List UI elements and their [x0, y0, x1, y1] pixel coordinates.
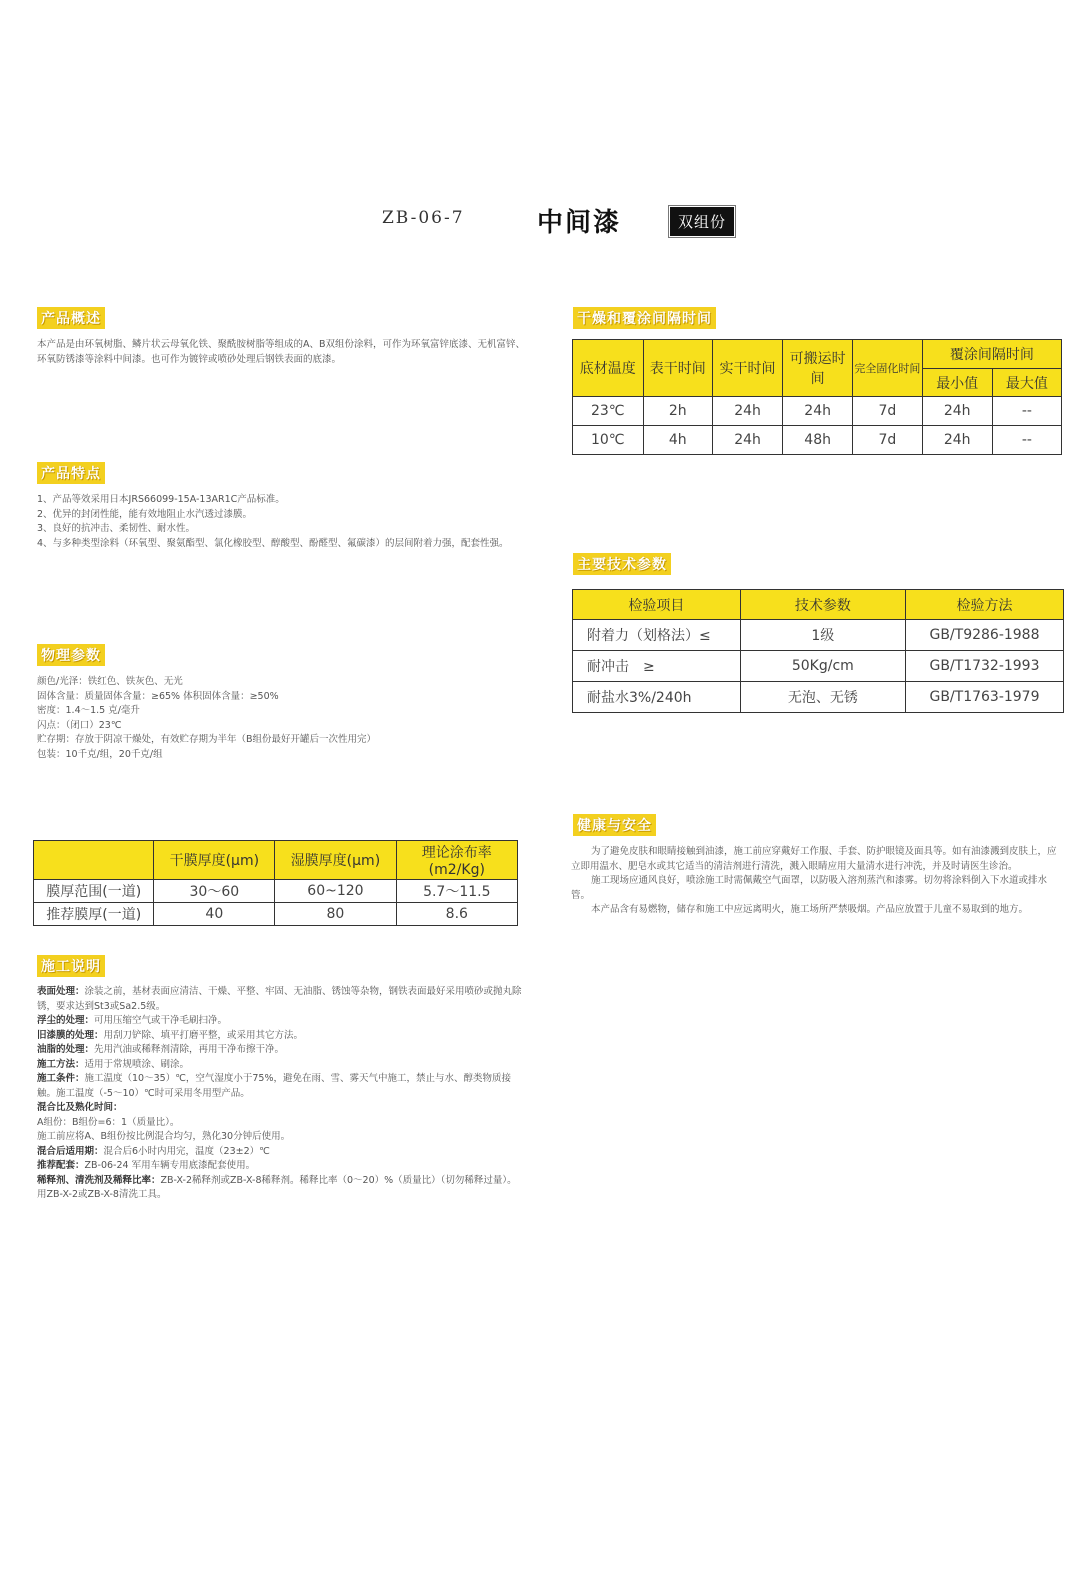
table-cell: -- [992, 426, 1061, 455]
construction-item: 混合后适用期：混合后6小时内用完，温度（23±2）℃ [37, 1145, 270, 1157]
table-cell: 2h [643, 397, 712, 426]
physical-line: 密度：1.4～1.5 克/毫升 [37, 705, 140, 716]
table-cell: 80 [275, 903, 396, 926]
table-cell: GB/T1763-1979 [905, 682, 1063, 713]
table-cell: 10℃ [573, 426, 644, 455]
physical-line: 闪点：（闭口）23℃ [37, 719, 122, 731]
table-cell: 60~120 [275, 880, 396, 903]
table-cell: 40 [154, 903, 275, 926]
construction-item: 混合比及熟化时间： [37, 1102, 123, 1113]
construction-list [37, 985, 525, 1203]
drying-header-cell: 完全固化时间 [853, 340, 922, 397]
table-row [34, 903, 518, 926]
construction-item: 施工方法：适用于常规喷涂、刷涂。 [37, 1058, 190, 1070]
construction-item: 施工条件：施工温度（10～35）℃，空气湿度小于75%，避免在雨、雪、雾天气中施工，禁止与水、醇类物质接触。施工温度（-5～10）℃时可采用冬用型产品。 [37, 1073, 511, 1099]
table-cell: 无泡、无锈 [740, 682, 905, 713]
film-header-cell [34, 841, 154, 880]
overview-text: 本产品是由环氧树脂、鳞片状云母氧化铁、聚酰胺树脂等组成的A、B双组份涂料，可作为环氧富锌底漆、无机富锌、环氧防锈漆等涂料中间漆。也可作为镀锌或喷砂处理后钢铁表面的底漆。 [37, 339, 526, 365]
drying-header-cell: 可搬运时间 [783, 340, 853, 397]
construction-heading: 施工说明 [37, 955, 105, 977]
table-cell: GB/T9286-1988 [905, 620, 1063, 651]
film-header-cell: 干膜厚度(μm) [154, 841, 275, 880]
drying-heading: 干燥和覆涂间隔时间 [573, 307, 716, 329]
table-cell: 24h [713, 397, 783, 426]
table-row [573, 426, 1062, 455]
table-row [573, 397, 1062, 426]
table-row [34, 880, 518, 903]
table-cell: 4h [643, 426, 712, 455]
table-cell: GB/T1732-1993 [905, 651, 1063, 682]
physical-line: 固体含量：质量固体含量：≥65% 体积固体含量：≥50% [37, 690, 279, 702]
table-cell: 5.7～11.5 [396, 880, 517, 903]
table-row [573, 620, 1064, 651]
film-header-cell: 理论涂布率(m2/Kg) [396, 841, 517, 880]
table-cell: 23℃ [573, 397, 644, 426]
table-cell: 7d [853, 426, 922, 455]
table-cell: 24h [713, 426, 783, 455]
tech-header-cell: 检验项目 [573, 590, 741, 620]
table-cell: 24h [783, 397, 853, 426]
features-list [37, 493, 527, 551]
component-badge: 双组份 [670, 207, 734, 236]
physical-line: 包装：10千克/组，20千克/组 [37, 748, 163, 760]
drying-header-cell: 实干时间 [713, 340, 783, 397]
table-row [573, 682, 1064, 713]
table-cell: 附着力（划格法）≤ [573, 620, 741, 651]
table-cell: 24h [922, 426, 992, 455]
tech-header-cell: 技术参数 [740, 590, 905, 620]
construction-item: 旧漆膜的处理：用刮刀铲除、填平打磨平整，或采用其它方法。 [37, 1029, 304, 1041]
feature-item: 3、良好的抗冲击、柔韧性、耐水性。 [37, 523, 196, 534]
construction-item: 浮尘的处理：可用压缩空气或干净毛刷扫净。 [37, 1015, 228, 1026]
product-code: ZB-06-7 [382, 208, 465, 228]
drying-header-cell: 底材温度 [573, 340, 644, 397]
safety-paragraph: 为了避免皮肤和眼睛接触到油漆，施工前应穿戴好工作服、手套、防护眼镜及面具等。如有油漆溅到皮肤上，应立即用温水、肥皂水或其它适当的清洁剂进行清洗，溅入眼睛应用大量清水进行冲洗，并及时请医生诊治。 [571, 846, 1057, 872]
table-cell: 耐盐水3%/240h [573, 682, 741, 713]
drying-subheader-cell: 最小值 [922, 369, 992, 397]
feature-item: 2、优异的封闭性能，能有效地阻止水汽透过漆膜。 [37, 508, 253, 520]
construction-item: 油脂的处理：先用汽油或稀释剂清除，再用干净布擦干净。 [37, 1044, 285, 1055]
physical-heading: 物理参数 [37, 644, 105, 666]
table-cell: 50Kg/cm [740, 651, 905, 682]
table-cell: 24h [922, 397, 992, 426]
safety-heading: 健康与安全 [573, 814, 656, 836]
safety-text [571, 845, 1063, 918]
tech-header-cell: 检验方法 [905, 590, 1063, 620]
table-cell: 膜厚范围(一道) [34, 880, 154, 903]
feature-item: 4、与多种类型涂料（环氧型、聚氨酯型、氯化橡胶型、醇酸型、酚醛型、氟碳漆）的层间附着力强，配套性强。 [37, 537, 509, 549]
tech-heading: 主要技术参数 [573, 553, 671, 575]
drying-header-cell: 覆涂间隔时间 [922, 340, 1061, 369]
overview-heading: 产品概述 [37, 307, 105, 329]
physical-list [37, 675, 527, 762]
drying-table [572, 339, 1062, 455]
table-cell: 30～60 [154, 880, 275, 903]
page-title: 中间漆 [537, 208, 622, 238]
construction-item: A组份：B组份=6：1（质量比）。 [37, 1116, 180, 1128]
drying-subheader-cell: 最大值 [992, 369, 1061, 397]
table-cell: 48h [783, 426, 853, 455]
construction-item: 稀释剂、清洗剂及稀释比率：ZB-X-2稀释剂或ZB-X-8稀释剂。稀释比率（0～20）%（质量比）（切勿稀释过量）。用ZB-X-2或ZB-X-8清洗工具。 [37, 1174, 517, 1200]
table-cell: 1级 [740, 620, 905, 651]
drying-header-cell: 表干时间 [643, 340, 712, 397]
film-thickness-table [33, 840, 518, 926]
feature-item: 1、产品等效采用日本JRS66099-15A-13AR1C产品标准。 [37, 494, 285, 505]
tech-table [572, 589, 1064, 713]
table-row [573, 651, 1064, 682]
construction-item: 施工前应将A、B组份按比例混合均匀，熟化30分钟后使用。 [37, 1131, 291, 1142]
film-header-cell: 湿膜厚度(μm) [275, 841, 396, 880]
physical-line: 贮存期：存放于阴凉干燥处，有效贮存期为半年（B组份最好开罐后一次性用完） [37, 734, 377, 745]
table-cell: 8.6 [396, 903, 517, 926]
features-heading: 产品特点 [37, 462, 105, 484]
table-cell: 推荐膜厚(一道) [34, 903, 154, 926]
table-cell: 7d [853, 397, 922, 426]
physical-line: 颜色/光泽：铁红色、铁灰色、无光 [37, 676, 183, 687]
safety-paragraph: 施工现场应通风良好，喷涂施工时需佩戴空气面罩，以防吸入溶剂蒸汽和漆雾。切勿将涂料倒入下水道或排水管。 [571, 875, 1048, 901]
table-cell: 耐冲击 ≥ [573, 651, 741, 682]
safety-paragraph: 本产品含有易燃物，储存和施工中应远离明火，施工场所严禁吸烟。产品应放置于儿童不易取到的地方。 [591, 904, 1029, 915]
table-cell: -- [992, 397, 1061, 426]
construction-item: 表面处理：涂装之前，基材表面应清洁、干燥、平整、牢固、无油脂、锈蚀等杂物，钢铁表面最好采用喷砂或抛丸除锈，要求达到St3或Sa2.5级。 [37, 986, 522, 1012]
construction-item: 推荐配套：ZB-06-24 军用车辆专用底漆配套使用。 [37, 1160, 256, 1171]
